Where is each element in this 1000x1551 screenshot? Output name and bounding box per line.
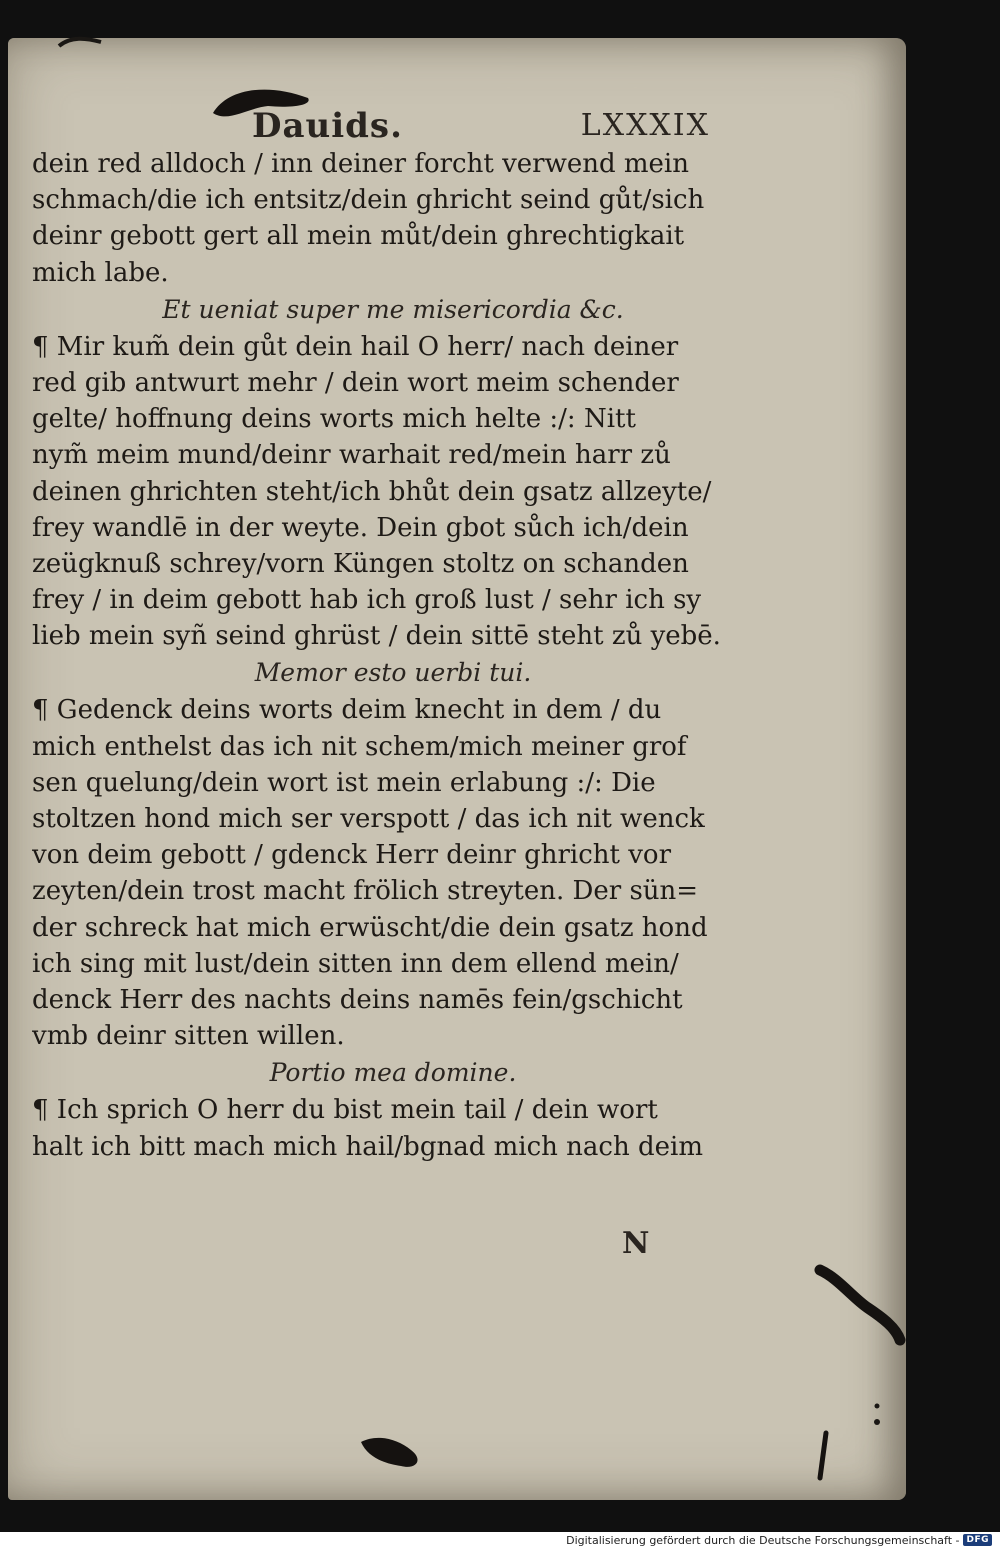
page-header	[230, 106, 710, 146]
text-line: deinr gebott gert all mein můt/dein ghrechtigkait	[32, 221, 685, 252]
text-line: ¶ Gedenck deins worts deim knecht in dem / du	[32, 695, 662, 726]
text-line: nym̃ meim mund/deinr warhait red/mein harr zů	[32, 440, 671, 471]
dfg-logo: DFG	[963, 1534, 992, 1546]
text-line: mich enthelst das ich nit schem/mich meiner grof	[32, 731, 687, 762]
text-line: ich sing mit lust/dein sitten inn dem ellend mein/	[32, 948, 679, 979]
text-line: vmb deinr sitten willen.	[32, 1021, 345, 1052]
text-line: zeügknuß schrey/vorn Küngen stoltz on schanden	[32, 548, 689, 579]
text-line: dein red alldoch / inn deiner forcht verwend mein	[32, 149, 689, 179]
text-line: gelte/ hoffnung deins worts mich helte :/: Nitt	[32, 404, 636, 435]
latin-rubric: Portio mea domine.	[269, 1058, 517, 1088]
running-head: Dauids.	[252, 106, 403, 146]
digitization-footer	[566, 1532, 992, 1548]
text-line: zeyten/dein trost macht frölich streyten. Der sün=	[32, 876, 699, 907]
latin-rubric: Et ueniat super me misericordia &c.	[162, 294, 624, 324]
text-line: von deim gebott / gdenck Herr deinr ghricht vor	[32, 840, 672, 871]
ink-stroke-bottom-right	[808, 1428, 838, 1488]
ink-dots-right	[870, 1400, 884, 1430]
text-line: frey / in deim gebott hab ich groß lust / sehr ich sy	[32, 585, 702, 616]
text-line: sen quelung/dein wort ist mein erlabung :/: Die	[32, 767, 656, 798]
text-line: der schreck hat mich erwüscht/die dein gsatz hond	[32, 912, 708, 943]
ink-smear-right	[808, 1258, 908, 1348]
text-line: stoltzen hond mich ser verspott / das ich nit wenck	[32, 804, 705, 834]
text-line: deinen ghrichten steht/ich bhůt dein gsatz allzeyte/	[32, 476, 712, 507]
text-line: ¶ Mir kum̃ dein gůt dein hail O herr/ nach deiner	[32, 331, 679, 362]
text-line: mich labe.	[32, 257, 169, 288]
text-line: denck Herr des nachts deins namēs fein/gschicht	[32, 984, 683, 1015]
text-line: frey wandlē in der weyte. Dein gbot sůch ich/dein	[32, 512, 689, 543]
folio-number: LXXXIX	[580, 108, 710, 143]
text-line: schmach/die ich entsitz/dein ghricht seind gůt/sich	[32, 185, 705, 216]
ink-mark-top-left	[56, 32, 106, 52]
text-line: lieb mein syñ seind ghrüst / dein sittē steht zů yebē.	[32, 621, 721, 652]
body-text	[32, 146, 754, 1165]
text-line: red gib antwurt mehr / dein wort meim schender	[32, 367, 679, 398]
text-line: halt ich bitt mach mich hail/bgnad mich nach deim	[32, 1131, 703, 1162]
text-line: ¶ Ich sprich O herr du bist mein tail / dein wort	[32, 1095, 658, 1126]
signature-mark: N	[622, 1226, 650, 1261]
ink-blot-bottom	[356, 1430, 431, 1475]
funding-credit: Digitalisierung gefördert durch die Deutsche Forschungsgemeinschaft -	[566, 1533, 960, 1547]
latin-rubric: Memor esto uerbi tui.	[254, 658, 532, 688]
